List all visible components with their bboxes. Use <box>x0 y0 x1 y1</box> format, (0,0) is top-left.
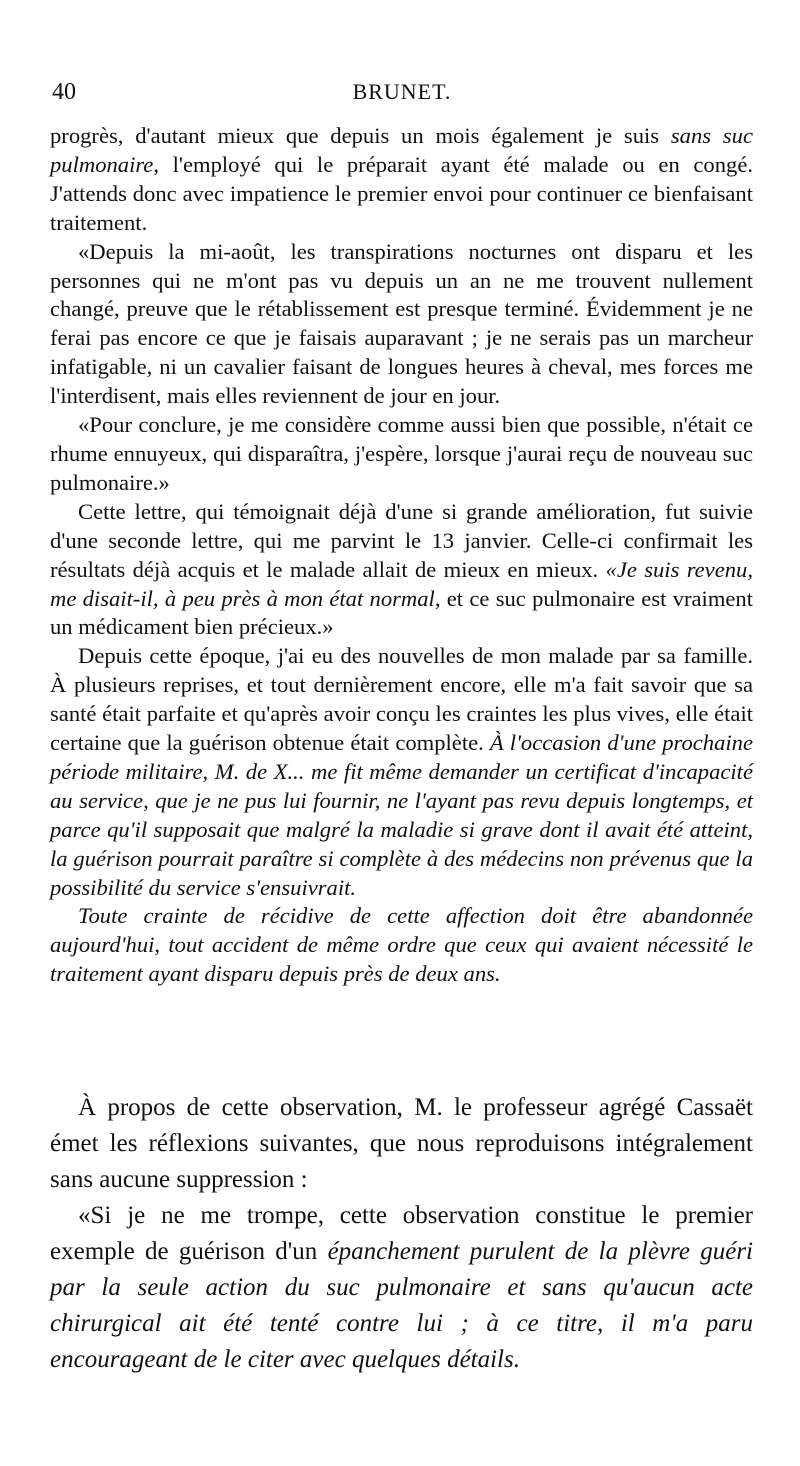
paragraph <box>50 902 753 989</box>
italic-run: À l'occasion d'une prochaine période militaire, M. de X... me fit même demander un certificat d'incapacité au service, que je ne pus lui fournir, ne l'ayant pas revu depuis longtemps, et parce qu'il supposait que malgré la maladie si grave dont il avait été atteint, la guérison pourrait paraître si complète à des médecins non prévenus que la possibilité du service s'ensuivrait. <box>50 730 753 900</box>
text-run: À propos de cette observation, M. le professeur agrégé Cassaët émet les réflexions suivantes, que nous reproduisons intégralement sans aucune suppression : <box>50 1094 753 1193</box>
italic-run: «Je suis revenu, me disait-il, à peu près à mon état normal <box>50 556 753 611</box>
text-run: «Pour conclure, je me considère comme aussi bien que possible, n'était ce rhume ennuyeux, qui disparaîtra, j'espère, lorsque j'aurai reçu de nouveau suc pulmonaire.» <box>50 412 753 495</box>
running-head: BRUNET. <box>352 79 452 104</box>
text-run: Depuis cette époque, j'ai eu des nouvelles de mon malade par sa famille. À plusieurs reprises, et tout dernièrement encore, elle m'a fait savoir que sa santé était parfaite et qu'après avoir conçu les craintes les plus vives, elle était certaine que la guérison obtenue était complète. <box>50 643 753 756</box>
text-run: , et ce suc pulmonaire est vraiment un médicament bien précieux.» <box>50 585 754 640</box>
text-run: , l'employé qui le préparait ayant été malade ou en congé. J'attends donc avec impatience le premier envoi pour continuer ce bienfaisant traitement. <box>50 151 753 235</box>
paragraph <box>50 498 753 643</box>
paragraph <box>50 1090 753 1198</box>
paragraph <box>50 122 753 238</box>
paragraph <box>50 1198 753 1378</box>
observation-text <box>50 122 753 989</box>
commentary-text <box>50 1090 753 1378</box>
paragraph <box>50 411 753 498</box>
paragraph <box>50 642 753 902</box>
text-run: progrès, d'autant mieux que depuis un mois également je suis <box>50 123 671 148</box>
text-run: «Si je ne me trompe, cette observation constitue le premier exemple de guérison d'un <box>50 1202 753 1265</box>
page-number: 40 <box>52 79 76 105</box>
page-header <box>52 72 752 112</box>
italic-run: sans suc pulmonaire <box>50 123 753 177</box>
italic-run: Toute crainte de récidive de cette affection doit être abandonnée aujourd'hui, tout accident de même ordre que ceux qui avaient nécessité le traitement ayant disparu depuis près de deux ans. <box>50 903 753 987</box>
italic-run: épanchement purulent de la plèvre guéri par la seule action du suc pulmonaire et sans qu'aucun acte chirurgical ait été tenté contre lui ; à ce titre, il m'a paru encourageant de le citer avec quelques détails. <box>50 1238 753 1373</box>
text-run: Cette lettre, qui témoignait déjà d'une si grande amélioration, fut suivie d'une seconde lettre, qui me parvint le 13 janvier. Celle-ci confirmait les résultats déjà acquis et le malade allait de mieux en mieux. <box>50 498 753 582</box>
text-run: «Depuis la mi-août, les transpirations nocturnes ont disparu et les personnes qui ne m'ont pas vu depuis un an ne me trouvent nullement changé, preuve que le rétablissement est presque terminé. Évidemment je ne ferai pas encore ce que je faisais auparavant ; je ne serais pas un marcheur infatigable, ni un cavalier faisant de longues heures à cheval, mes forces me l'interdisent, mais elles reviennent de jour en jour. <box>50 238 753 409</box>
paragraph <box>50 238 753 411</box>
